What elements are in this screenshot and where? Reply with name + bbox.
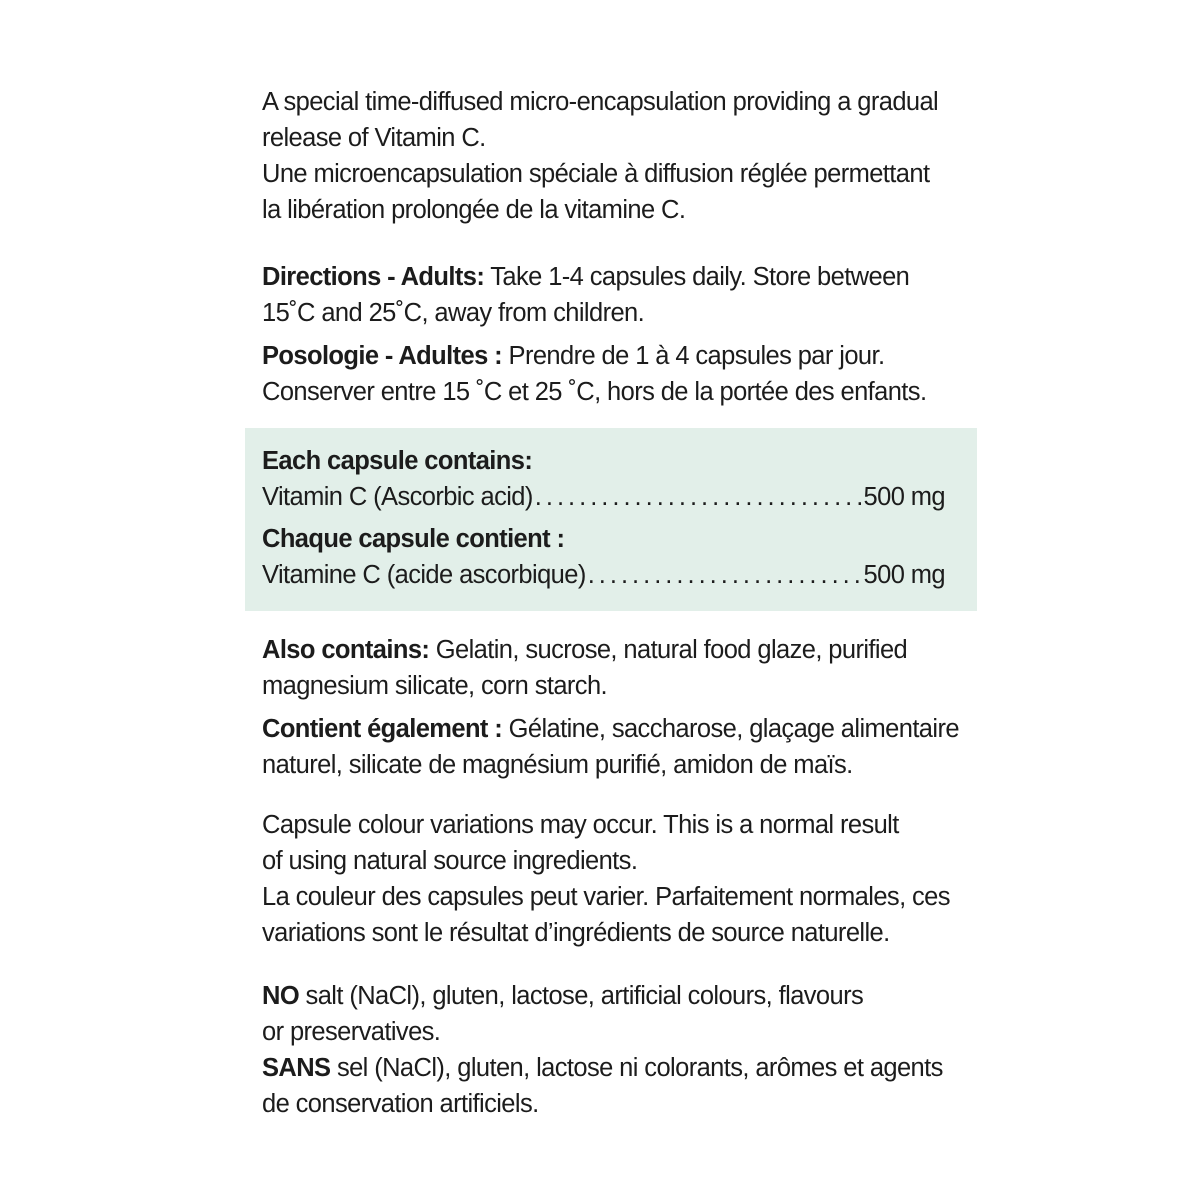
directions-en-line-1 [262, 259, 977, 295]
colour-en-line-2: of using natural source ingredients. [262, 847, 638, 875]
colour-notice [262, 807, 977, 951]
free-from-fr-line-1 [262, 1050, 977, 1086]
free-from-en-line-2: or preservatives. [262, 1018, 441, 1046]
ingredients-panel [245, 428, 977, 611]
ingredient-fr-amount: 500 mg [863, 561, 945, 589]
directions-fr-line-2: Conserver entre 15 ˚C et 25 ˚C, hors de la portée des enfants. [262, 378, 927, 406]
ingredients-fr-heading: Chaque capsule contient : [262, 525, 565, 553]
directions-fr-text-1: Prendre de 1 à 4 capsules par jour. [502, 342, 885, 370]
ingredient-row-en [262, 479, 945, 515]
also-contains-en-label: Also contains: [262, 636, 430, 664]
ingredient-en-amount: 500 mg [863, 483, 945, 511]
directions-fr-label: Posologie - Adultes : [262, 342, 503, 370]
directions-en-label: Directions - Adults: [262, 263, 485, 291]
also-contains-fr-line-2: naturel, silicate de magnésium purifié, amidon de maïs. [262, 751, 853, 779]
free-from-en-text-1: salt (NaCl), gluten, lactose, artificial colours, flavours [299, 982, 864, 1010]
free-from-en-line-1 [262, 978, 977, 1014]
directions-en-text-1: Take 1-4 capsules daily. Store between [484, 263, 910, 291]
intro-en-line-1: A special time-diffused micro-encapsulation providing a gradual [262, 88, 939, 116]
free-from-fr-line-2: de conservation artificiels. [262, 1090, 539, 1118]
colour-fr-line-1: La couleur des capsules peut varier. Parfaitement normales, ces [262, 883, 950, 911]
colour-en-line-1: Capsule colour variations may occur. This is a normal result [262, 811, 899, 839]
intro-fr-line-1: Une microencapsulation spéciale à diffusion réglée permettant [262, 160, 930, 188]
also-contains-fr-text-1: Gélatine, saccharose, glaçage alimentaire [502, 715, 959, 743]
ingredient-fr-name: Vitamine C (acide ascorbique) [262, 561, 586, 589]
also-contains-fr-line-1 [262, 711, 977, 747]
intro-paragraph [262, 84, 977, 228]
also-contains-en-line-1 [262, 632, 977, 668]
also-contains-en-text-1: Gelatin, sucrose, natural food glaze, purified [429, 636, 908, 664]
dot-leader [535, 479, 862, 515]
colour-fr-line-2: variations sont le résultat d’ingrédients de source naturelle. [262, 919, 890, 947]
free-from-en-label: NO [262, 982, 300, 1010]
intro-en-line-2: release of Vitamin C. [262, 124, 486, 152]
also-contains-en-line-2: magnesium silicate, corn starch. [262, 672, 608, 700]
also-contains-fr-label: Contient également : [262, 715, 503, 743]
free-from-notice [262, 978, 977, 1122]
free-from-fr-label: SANS [262, 1054, 331, 1082]
directions-fr-line-1 [262, 338, 977, 374]
directions-fr [262, 338, 977, 410]
also-contains-fr [262, 711, 977, 783]
also-contains-en [262, 632, 977, 704]
directions-en-line-2: 15˚C and 25˚C, away from children. [262, 299, 645, 327]
dot-leader [588, 557, 862, 593]
ingredient-row-fr [262, 557, 945, 593]
ingredient-en-name: Vitamin C (Ascorbic acid) [262, 483, 533, 511]
ingredients-en-heading: Each capsule contains: [262, 447, 533, 475]
directions-en [262, 259, 977, 331]
intro-fr-line-2: la libération prolongée de la vitamine C. [262, 196, 686, 224]
free-from-fr-text-1: sel (NaCl), gluten, lactose ni colorants, arômes et agents [330, 1054, 943, 1082]
